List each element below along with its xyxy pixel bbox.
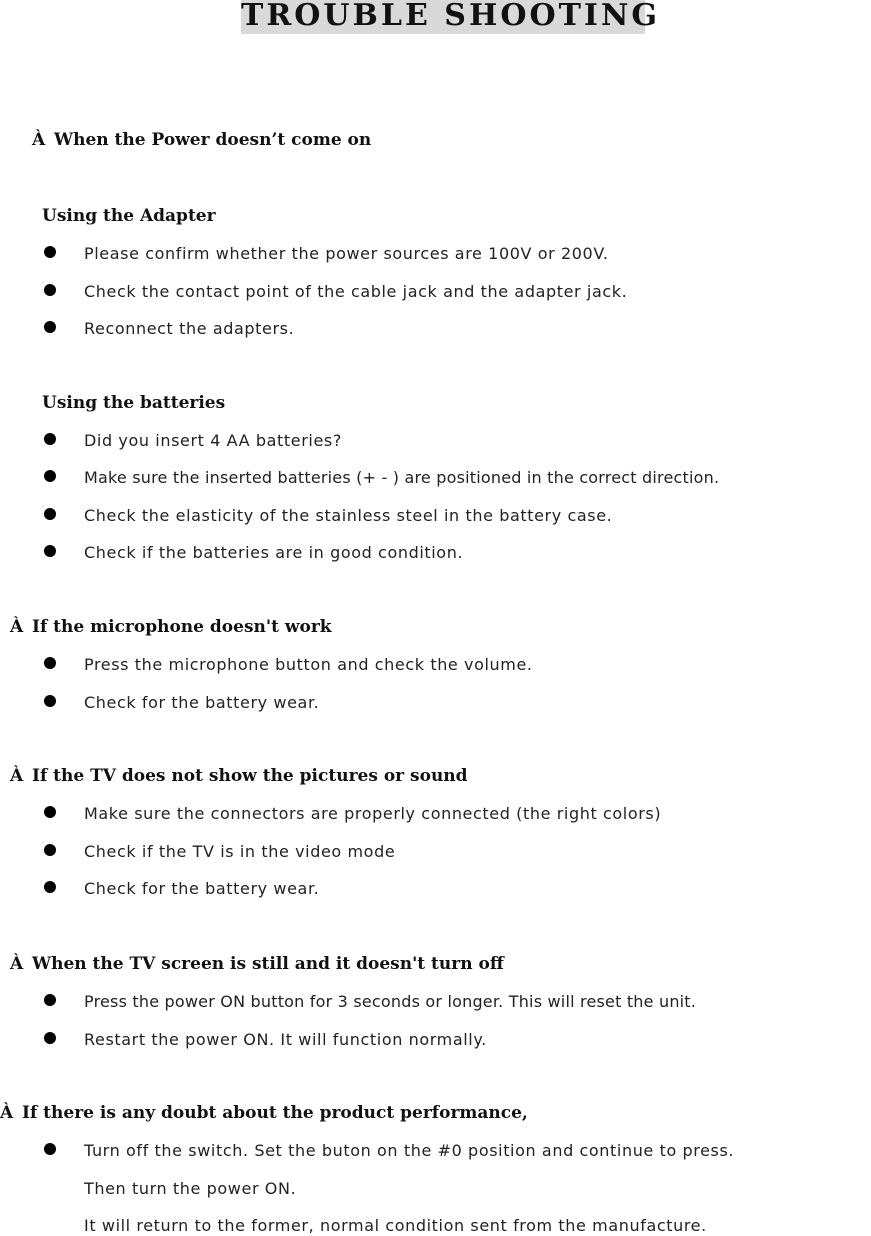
bullet-icon xyxy=(44,695,56,707)
arrow-marker-icon: À xyxy=(10,954,24,974)
bullet-icon xyxy=(44,246,56,258)
section-heading-text: When the TV screen is still and it doesn't turn off xyxy=(32,954,504,974)
section-heading-text: If there is any doubt about the product performance, xyxy=(22,1103,528,1123)
list-item: Please confirm whether the power sources are 100V or 200V. xyxy=(84,244,609,263)
list-item: Check if the TV is in the video mode xyxy=(84,842,396,861)
list-item: Check the contact point of the cable jack and the adapter jack. xyxy=(84,282,628,301)
section-heading-tv xyxy=(10,766,468,786)
section-heading-microphone xyxy=(10,617,332,637)
bullet-icon xyxy=(44,508,56,520)
section-heading-text: When the Power doesn’t come on xyxy=(54,130,372,150)
bullet-icon xyxy=(44,994,56,1006)
list-item: Did you insert 4 AA batteries? xyxy=(84,431,342,450)
section-heading-power xyxy=(32,130,371,150)
bullet-icon xyxy=(44,545,56,557)
bullet-icon xyxy=(44,433,56,445)
bullet-icon xyxy=(44,657,56,669)
list-item: Make sure the inserted batteries (+ - ) are positioned in the correct direction. xyxy=(84,468,720,487)
page-title: TROUBLE SHOOTING xyxy=(241,0,660,33)
list-item: Check the elasticity of the stainless steel in the battery case. xyxy=(84,506,613,525)
list-item: Check for the battery wear. xyxy=(84,693,320,712)
arrow-marker-icon: À xyxy=(10,766,24,786)
list-item: Press the power ON button for 3 seconds or longer. This will reset the unit. xyxy=(84,992,697,1011)
subsection-heading-adapter: Using the Adapter xyxy=(42,206,216,226)
list-item: Press the microphone button and check the volume. xyxy=(84,655,533,674)
bullet-icon xyxy=(44,1143,56,1155)
list-item: Turn off the switch. Set the buton on the #0 position and continue to press. xyxy=(84,1141,735,1160)
list-item: Check for the battery wear. xyxy=(84,879,320,898)
bullet-icon xyxy=(44,470,56,482)
bullet-icon xyxy=(44,284,56,296)
list-item: Make sure the connectors are properly connected (the right colors) xyxy=(84,804,662,823)
arrow-marker-icon: À xyxy=(32,130,46,150)
bullet-icon xyxy=(44,1032,56,1044)
list-item-continuation: It will return to the former, normal condition sent from the manufacture. xyxy=(84,1216,707,1235)
bullet-icon xyxy=(44,881,56,893)
list-item: Check if the batteries are in good condition. xyxy=(84,543,464,562)
list-item: Restart the power ON. It will function normally. xyxy=(84,1030,487,1049)
list-item: Reconnect the adapters. xyxy=(84,319,295,338)
section-heading-performance xyxy=(0,1103,528,1123)
list-item-continuation: Then turn the power ON. xyxy=(84,1179,297,1198)
subsection-heading-batteries: Using the batteries xyxy=(42,393,226,413)
section-heading-text: If the microphone doesn't work xyxy=(32,617,332,637)
bullet-icon xyxy=(44,806,56,818)
section-heading-text: If the TV does not show the pictures or sound xyxy=(32,766,468,786)
bullet-icon xyxy=(44,844,56,856)
bullet-icon xyxy=(44,321,56,333)
arrow-marker-icon: À xyxy=(10,617,24,637)
section-heading-tv-screen xyxy=(10,954,504,974)
arrow-marker-icon: À xyxy=(0,1103,14,1123)
